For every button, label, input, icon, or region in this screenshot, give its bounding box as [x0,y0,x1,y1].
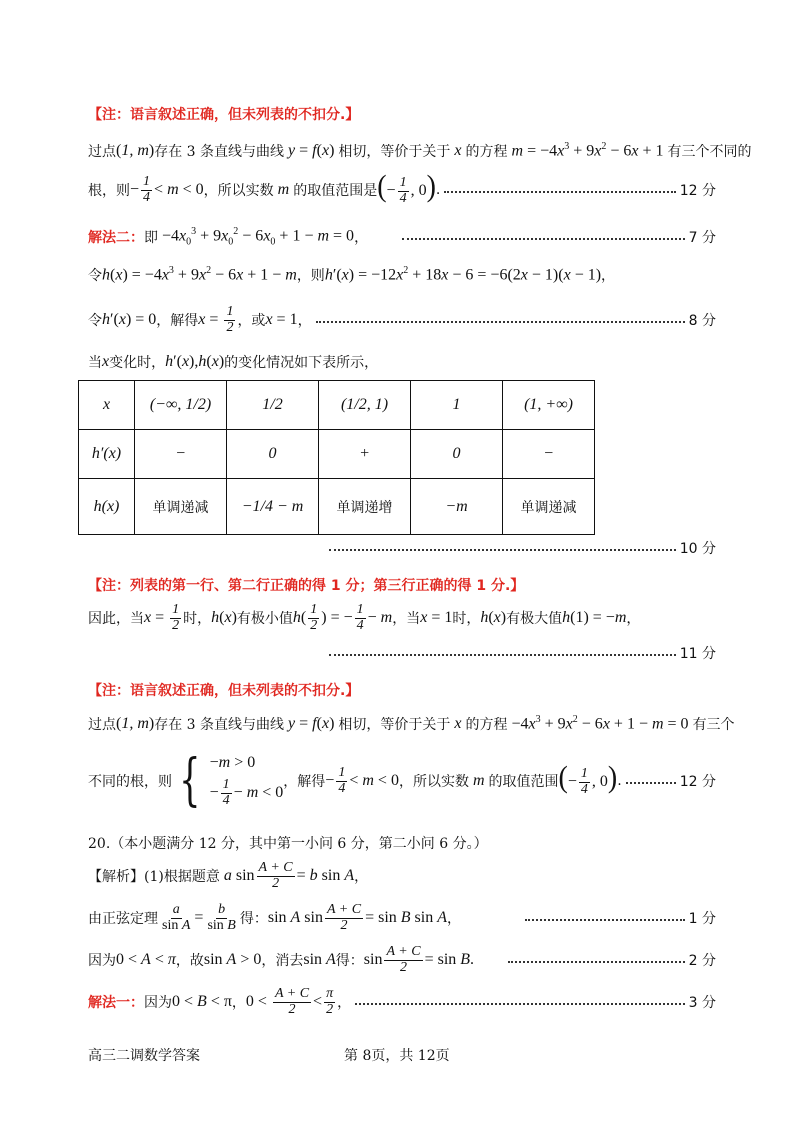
score-label: 8 分 [688,313,716,329]
score-label: 11 分 [679,646,716,662]
line-tangent-condition-2: 过点 (1, m) 存在 3 条直线与曲线 y = f(x) 相切，等价于关于 x 的方程 $-4x^3 + 9x^2 - 6x + 1 - m = 0$ 有三个 [88,714,735,733]
score-label: 12 分 [679,774,716,790]
line-system: 不同的根，则 { −m > 0 − $\frac{1}{4}$ − m < 0 ，解得 − $\frac{1}{4}$ < m < 0 ，所以实数 m 的取值范围 (− $\frac{1}{4}$ , 0) . 12 分 [88,748,716,813]
score-label: 7 分 [688,229,716,246]
note-1 [88,104,716,124]
line-score-10 [325,538,716,558]
note-text: 【注：语言叙述正确，但未列表的不扣分.】 [88,107,360,123]
footer-left: 高三二调数学答案 [88,1048,200,1064]
line-question-20: 20.（本小题满分 12 分，其中第一小问 6 分，第二小问 6 分。） [88,836,488,852]
line-solve-derivative: 令 h′(x) = 0 ，解得 x = $\frac{1}{2}$ ，或 x = 1 ， 8 分 [88,303,716,335]
table-row: x (−∞, 1/2) 1/2 (1/2, 1) 1 (1, +∞) [79,381,595,430]
line-table-intro: 当 x 变化时， h′(x),h(x) 的变化情况如下表所示， [88,353,379,371]
line-tangent-condition: 过点 (1, m) 存在 3 条直线与曲线 y = f(x) 相切，等价于关于 x 的方程 $m = -4x^3 + 9x^2 - 6x + 1$ 有三个不同的 [88,141,752,160]
line-define-h: 令 $h(x) = -4x^3 + 9x^2 - 6x + 1 - m$ ，则 $h'(x) = -12x^2 + 18x - 6 = -6(2x - 1)(x - 1)$ ， [88,265,616,284]
line-score-11 [325,643,716,663]
footer-page-number: 第 8页，共 12页 [344,1048,450,1064]
table-row: h(x) 单调递减 −1/4 − m 单调递增 −m 单调递减 [79,479,595,535]
score-label: 1 分 [688,911,716,927]
note-3: 【注：语言叙述正确，但未列表的不扣分.】 [88,683,360,699]
table-row: h′(x) − 0 + 0 − [79,430,595,479]
score-label: 2 分 [688,953,716,969]
score-label: 12 分 [679,183,716,199]
line-method-one: 解法一： 因为 0 < B < π ， 0 < $\frac{A + C}{2}$ < $\frac{\pi}{2}$ ， 3 分 [88,985,716,1017]
note-2: 【注：列表的第一行、第二行正确的得 1 分；第三行正确的得 1 分.】 [88,578,525,594]
variation-table [78,380,595,535]
score-label: 3 分 [688,995,716,1011]
line-extrema: 因此，当 x = $\frac{1}{2}$ 时， h(x) 有极小值 h( $\frac{1}{2}$ ) = − $\frac{1}{4}$ − m ，当 x = 1 时， h(x) 有极大值 h(1) = −m ， [88,601,641,633]
line-eliminate: 因为 0 < A < π ，故 sin A > 0 ，消去 sin A 得： sin $\frac{A + C}{2}$ = sin B. 2 分 [88,943,716,975]
line-root-range: 根，则 − $\frac{1}{4}$ < m < 0 ，所以实数 m 的取值范围是 (− $\frac{1}{4}$ , 0) . 12 分 [88,169,716,207]
line-sine-law: 由正弦定理 $\frac{a}{\text{sin A}}$ = $\frac{b}{\text{sin B}}$ 得： sin A sin $\frac{A + C}{2}$ = sin B sin A ， 1 分 [88,901,716,933]
line-analysis: 【解析】 (1)根据题意 a sin $\frac{A + C}{2}$ = b sin A ， [88,859,369,891]
line-method-two: 解法二： 即 $-4x_0^3 + 9x_0^2 - 6x_0 + 1 - m = 0$ ， 7 分 [88,226,716,248]
score-label: 10 分 [679,541,716,557]
